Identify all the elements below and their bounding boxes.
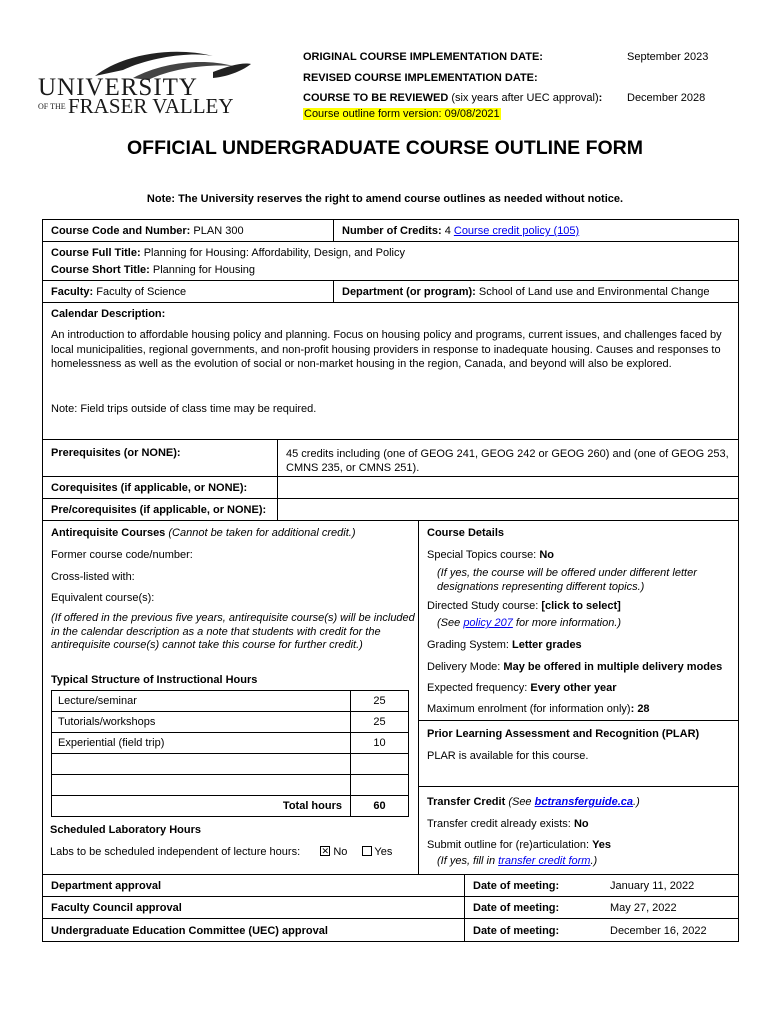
enrolment-colon: : (630, 703, 635, 715)
approval-date-label: Date of meeting: (473, 880, 560, 892)
approval-date-label: Date of meeting: (473, 902, 560, 914)
review-date-label: COURSE TO BE REVIEWED (303, 92, 449, 104)
approval-date-value: May 27, 2022 (610, 902, 677, 914)
calendar-description-label: Calendar Description: (51, 308, 166, 320)
approval-date-cell (464, 918, 739, 942)
lab-no-label: No (333, 846, 348, 858)
antireq-label-note: (Cannot be taken for additional credit.) (168, 527, 356, 539)
course-details-cell (418, 520, 739, 721)
calendar-description-text: An introduction to affordable housing policy and planning. Focus on housing policy and programs, current issues, and challenges faced by local municipalities, regional governments, and non-profit housing providers in response to inadequate housing. Causes and responses to homelessness as well as the evolution of social or non-market housing in the region, Canada, and beyond will also be explored. (51, 329, 722, 370)
coreq-label-cell (42, 476, 278, 499)
hours-heading: Typical Structure of Instructional Hours (51, 674, 258, 686)
enrolment-value: 28 (637, 703, 650, 715)
frequency-value: Every other year (530, 682, 617, 694)
directed-study-label: Directed Study course: (427, 600, 539, 612)
directed-note-pre: (See (437, 617, 461, 629)
short-title-label: Course Short Title: (51, 264, 150, 276)
hours-row-name (52, 775, 351, 796)
course-code-cell (42, 219, 334, 242)
plar-heading: Prior Learning Assessment and Recognition (PLAR) (427, 728, 700, 740)
hours-row-name: Tutorials/workshops (52, 712, 351, 733)
special-topics-label: Special Topics course: (427, 549, 537, 561)
precoreq-value-cell (277, 498, 739, 521)
special-topics-note: (If yes, the course will be offered under different letter designations representing different topics.) (437, 567, 697, 593)
hours-table (51, 690, 409, 817)
enrolment-label: Maximum enrolment (for information only) (427, 703, 631, 715)
approval-row (42, 918, 465, 942)
table-row-total (52, 796, 409, 817)
revised-date-label: REVISED COURSE IMPLEMENTATION DATE: (303, 72, 538, 84)
course-title-cell (42, 241, 739, 281)
transfer-see-pre: (See (508, 796, 532, 808)
bctransferguide-link[interactable]: bctransferguide.ca (534, 796, 634, 808)
department-cell (333, 280, 739, 303)
hours-row-name (52, 754, 351, 775)
total-hours-value: 60 (351, 796, 409, 817)
full-title-label: Course Full Title: (51, 247, 141, 259)
approval-date-label: Date of meeting: (473, 925, 560, 937)
submit-outline-value: Yes (592, 839, 612, 851)
orig-date-value: September 2023 (627, 51, 709, 63)
total-hours-label: Total hours (52, 796, 351, 817)
review-date-colon: : (598, 92, 603, 104)
approval-date-value: January 11, 2022 (610, 880, 695, 892)
lab-yes-label: Yes (374, 846, 393, 858)
approval-row (42, 896, 465, 919)
plar-text: PLAR is available for this course. (427, 750, 589, 762)
logo-of-the: OF THE (38, 102, 66, 111)
hours-row-name: Lecture/seminar (52, 691, 351, 712)
table-row (52, 733, 409, 754)
faculty-label: Faculty: (51, 286, 94, 298)
logo-university: UNIVERSITY (38, 74, 198, 101)
lab-yes-checkbox[interactable] (362, 846, 372, 856)
frequency-label: Expected frequency: (427, 682, 528, 694)
transfer-exists-label: Transfer credit already exists: (427, 818, 571, 830)
hours-row-value: 25 (351, 691, 409, 712)
approval-label: Undergraduate Education Committee (UEC) approval (51, 925, 328, 937)
transfer-exists-value: No (573, 818, 589, 830)
short-title-value: Planning for Housing (152, 264, 255, 276)
university-logo (38, 48, 253, 120)
disclaimer-note: Note: The University reserves the right to amend course outlines as needed without notice. (146, 193, 624, 205)
review-date-value: December 2028 (627, 92, 706, 104)
table-row (52, 754, 409, 775)
approval-row (42, 874, 465, 897)
logo-fraser-valley: FRASER VALLEY (68, 94, 234, 118)
transfer-credit-form-link[interactable]: transfer credit form (498, 855, 591, 867)
transfer-credit-cell (418, 786, 739, 875)
approval-date-cell (464, 896, 739, 919)
prereq-value: 45 credits including (one of GEOG 241, GEOG 242 or GEOG 260) and (one of GEOG 253, CMNS 235, or CMNS 251). (286, 448, 729, 474)
credits-cell (333, 219, 739, 242)
course-details-heading: Course Details (427, 527, 505, 539)
orig-date-label: ORIGINAL COURSE IMPLEMENTATION DATE: (303, 51, 543, 63)
faculty-value: Faculty of Science (96, 286, 187, 298)
policy-207-link[interactable]: policy 207 (463, 617, 513, 629)
antireq-former: Former course code/number: (51, 549, 193, 561)
credits-value: 4 (444, 225, 451, 237)
full-title-value: Planning for Housing: Affordability, Design, and Policy (143, 247, 406, 259)
antireq-heading (51, 527, 355, 539)
approval-label: Faculty Council approval (51, 902, 182, 914)
hours-row-name: Experiential (field trip) (52, 733, 351, 754)
prereq-label: Prerequisites (or NONE): (51, 447, 181, 459)
course-code-label: Course Code and Number: (51, 225, 191, 237)
lab-question: Labs to be scheduled independent of lecture hours: (50, 846, 301, 858)
calendar-description-note: Note: Field trips outside of class time may be required. (51, 403, 317, 415)
review-date-note: (six years after UEC approval) (451, 92, 599, 104)
calendar-description-cell (42, 302, 739, 440)
lab-no-checkbox[interactable]: ✕ (321, 846, 330, 857)
page-title: OFFICIAL UNDERGRADUATE COURSE OUTLINE FORM (126, 137, 644, 159)
hours-row-value (351, 775, 409, 796)
approval-date-value: December 16, 2022 (610, 925, 707, 937)
approval-date-cell (464, 874, 739, 897)
table-row (52, 775, 409, 796)
lab-heading: Scheduled Laboratory Hours (50, 824, 201, 836)
department-value: School of Land use and Environmental Change (478, 286, 710, 298)
table-row (52, 712, 409, 733)
directed-note-post: for more information.) (515, 617, 622, 629)
lab-question-row (50, 846, 392, 858)
hours-row-value: 10 (351, 733, 409, 754)
review-date-row (303, 92, 602, 104)
credit-policy-link[interactable]: Course credit policy (105) (453, 225, 580, 237)
antireq-label: Antirequisite Courses (51, 527, 166, 539)
delivery-label: Delivery Mode: (427, 661, 501, 673)
grading-label: Grading System: (427, 639, 509, 651)
directed-study-select[interactable]: [click to select] (541, 600, 621, 612)
transfer-see-post: .) (633, 796, 640, 808)
faculty-cell (42, 280, 334, 303)
prereq-label-cell (42, 439, 278, 477)
course-code-value: PLAN 300 (193, 225, 244, 237)
hours-row-value (351, 754, 409, 775)
transfer-heading: Transfer Credit (427, 796, 506, 808)
coreq-label: Corequisites (if applicable, or NONE): (51, 482, 248, 494)
form-version: Course outline form version: 09/08/2021 (304, 108, 500, 120)
precoreq-label: Pre/corequisites (if applicable, or NONE): (51, 504, 267, 516)
antireq-equivalent: Equivalent course(s): (51, 592, 155, 604)
fill-form-pre: (If yes, fill in (437, 855, 496, 867)
precoreq-label-cell (42, 498, 278, 521)
approval-label: Department approval (51, 880, 162, 892)
coreq-value-cell (277, 476, 739, 499)
credits-label: Number of Credits: (342, 225, 442, 237)
prereq-value-cell (277, 439, 739, 477)
department-label: Department (or program): (342, 286, 476, 298)
submit-outline-label: Submit outline for (re)articulation: (427, 839, 590, 851)
delivery-value: May be offered in multiple delivery modes (503, 661, 723, 673)
plar-cell (418, 720, 739, 787)
hours-row-value: 25 (351, 712, 409, 733)
antireq-cross-listed: Cross-listed with: (51, 571, 135, 583)
antireq-note: (If offered in the previous five years, antirequisite course(s) will be included in the calendar description as a note that students with credit for the antirequisite course(s) cannot take this course for further credit.) (51, 612, 415, 651)
grading-value: Letter grades (511, 639, 582, 651)
table-row (52, 691, 409, 712)
special-topics-value: No (539, 549, 554, 561)
fill-form-post: .) (590, 855, 598, 867)
